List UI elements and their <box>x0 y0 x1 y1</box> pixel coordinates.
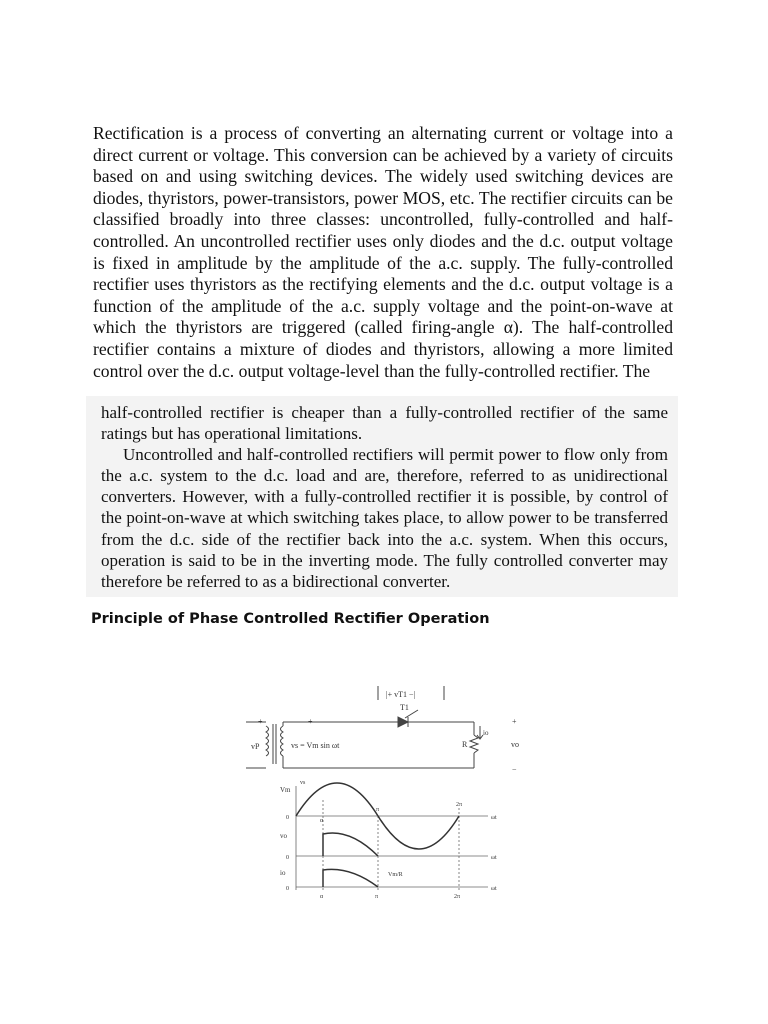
zero-3: 0 <box>286 886 289 892</box>
minus-output: − <box>512 765 517 774</box>
wt-3: ωt <box>491 886 497 892</box>
io-label: io <box>483 729 489 737</box>
wt-1: ωt <box>491 815 497 821</box>
zero-2: 0 <box>286 855 289 861</box>
t1-label: T1 <box>400 703 409 712</box>
scanned-text-block <box>86 396 678 597</box>
circuit-and-waveforms-diagram <box>238 680 538 905</box>
circuit-schematic <box>246 686 483 768</box>
plus-output: + <box>512 717 517 726</box>
alpha-label-bottom: α <box>320 894 324 900</box>
vo-waveform <box>323 833 378 856</box>
pi-label-bottom: π <box>375 894 379 900</box>
vp-label: vP <box>251 742 260 751</box>
vo-axis-label: vo <box>280 832 287 840</box>
source-equation: vs = Vm sin ωt <box>291 741 340 750</box>
vt1-label: |+ vT1 −| <box>386 690 416 699</box>
pi-label: π <box>376 807 380 813</box>
paragraph-rectifier-directions <box>101 402 668 592</box>
paragraph-rectification-intro <box>93 123 673 382</box>
paragraph-2-text: half-controlled rectifier is cheaper than a fully-controlled rectifier of the same ratings but has operational limitations. <box>101 403 668 444</box>
wt-2: ωt <box>491 855 497 861</box>
io-axis-label: io <box>280 869 286 877</box>
r-label: R <box>462 740 468 749</box>
section-heading: Principle of Phase Controlled Rectifier Operation <box>91 611 490 627</box>
vs-axis-label: vs <box>300 780 306 786</box>
paragraph-3-text: Uncontrolled and half-controlled rectifiers will permit power to flow only from the a.c. system to the d.c. load and are, therefore, referred to as unidirectional converters. However, with a fully-controlled rectifier it is possible, by control of the point-on-wave at which switching takes place, to allow power to be transferred from the d.c. side of the rectifier back into the a.c. system. When this occurs, operation is said to be in the inverting mode. The fully controlled converter may therefore be referred to as a bidirectional converter. <box>101 445 668 591</box>
plus-primary: + <box>258 717 263 726</box>
vm-label: Vm <box>280 786 291 794</box>
vm-over-r-label: Vm/R <box>388 872 403 878</box>
two-pi-label: 2π <box>456 802 463 808</box>
alpha-label: α <box>320 818 324 824</box>
zero-1: 0 <box>286 815 289 821</box>
vo-label: vo <box>511 740 519 749</box>
io-waveform <box>323 869 378 887</box>
two-pi-label-bottom: 2π <box>454 894 461 900</box>
plus-secondary: + <box>308 717 313 726</box>
rectifier-circuit-figure <box>238 680 538 905</box>
paragraph-1-text: Rectification is a process of converting an alternating current or voltage into a direct current or voltage. This conversion can be achieved by a variety of circuits based on and using switching devices. The widely used switching devices are diodes, thyristors, power-transistors, power MOS, etc. The rectifier circuits can be classified broadly into three classes: uncontrolled, fully-controlled and half-controlled. An uncontrolled rectifier uses only diodes and the d.c. output voltage is fixed in amplitude by the amplitude of the a.c. supply. The fully-controlled rectifier uses thyristors as the rectifying elements and the d.c. output voltage is a function of the amplitude of the a.c. supply voltage and the point-on-wave at which the thyristors are triggered (called firing-angle α). The half-controlled rectifier contains a mixture of diodes and thyristors, allowing a more limited control over the d.c. output voltage-level than the fully-controlled rectifier. The <box>93 123 673 381</box>
